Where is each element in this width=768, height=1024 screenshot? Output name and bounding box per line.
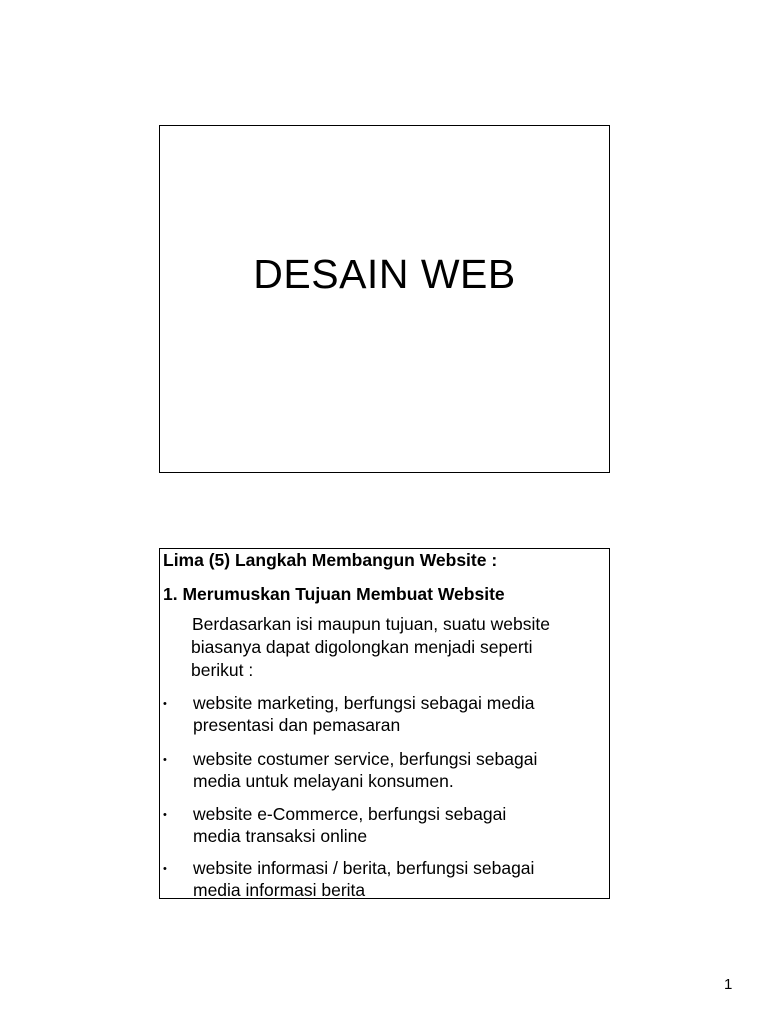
bullet-icon: • xyxy=(163,698,167,710)
slide-title-card xyxy=(159,125,610,473)
list-item-line: website costumer service, berfungsi sebagai xyxy=(193,749,538,769)
intro-line: Berdasarkan isi maupun tujuan, suatu website xyxy=(192,614,550,634)
list-item-text xyxy=(193,857,607,899)
list-item-line: presentasi dan pemasaran xyxy=(193,715,401,735)
slide-content-card xyxy=(159,548,610,899)
intro-line: biasanya dapat digolongkan menjadi seperti xyxy=(191,637,533,657)
list-item-line: website e-Commerce, berfungsi sebagai xyxy=(193,804,507,824)
slide-heading: Lima (5) Langkah Membangun Website : xyxy=(163,550,498,570)
list-item-line: media untuk melayani konsumen. xyxy=(193,771,454,791)
list-item-line: website marketing, berfungsi sebagai media xyxy=(193,693,535,713)
page-number: 1 xyxy=(724,976,733,993)
list-item-line: media transaksi online xyxy=(193,826,368,846)
list-item-line: media informasi berita xyxy=(193,880,366,899)
bullet-icon: • xyxy=(163,754,167,766)
bullet-icon: • xyxy=(163,863,167,875)
list-item-text xyxy=(193,803,607,847)
list-item-text xyxy=(193,748,607,792)
bullet-icon: • xyxy=(163,809,167,821)
slide-title: DESAIN WEB xyxy=(253,251,516,297)
list-item-text xyxy=(193,692,607,736)
list-item-line: website informasi / berita, berfungsi sebagai xyxy=(193,858,535,878)
slide-subheading: 1. Merumuskan Tujuan Membuat Website xyxy=(163,584,505,604)
intro-line: berikut : xyxy=(191,660,254,680)
